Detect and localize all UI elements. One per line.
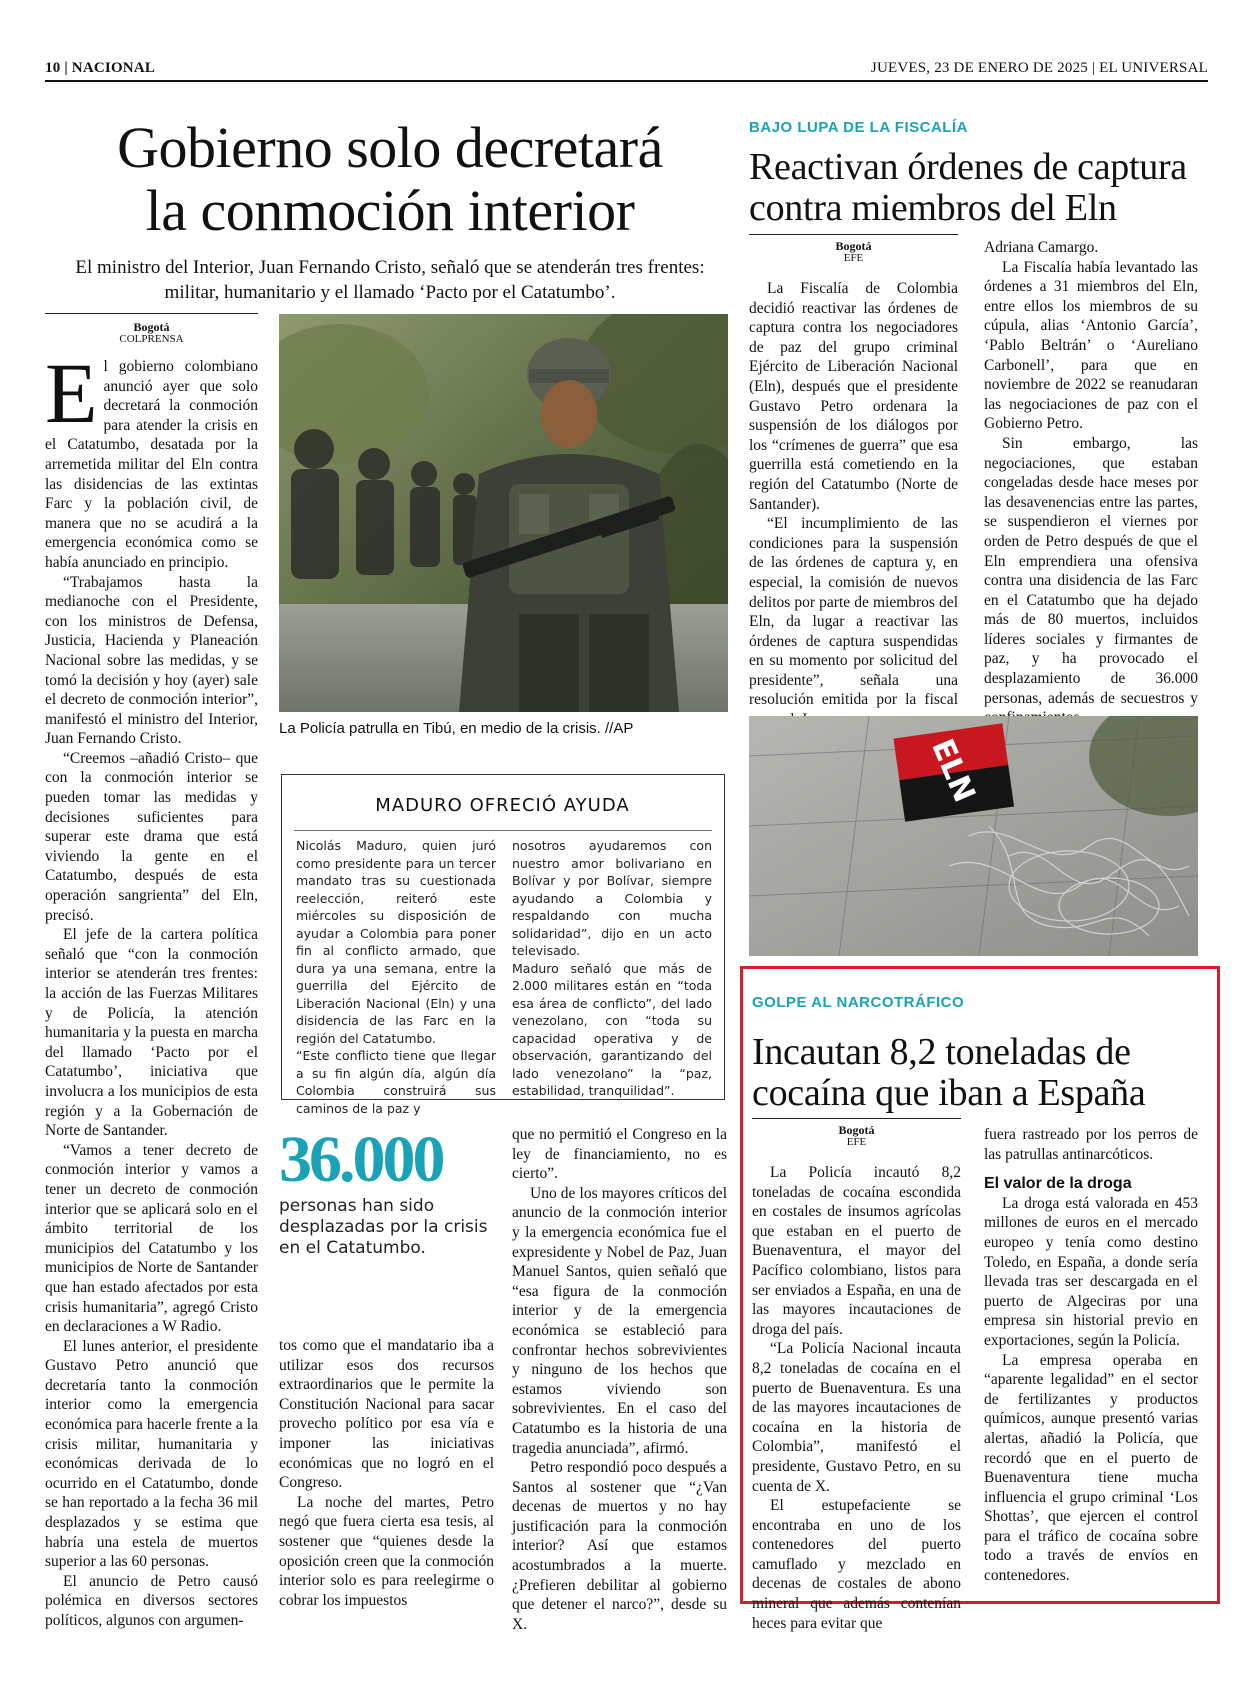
date-and-paper: JUEVES, 23 DE ENERO DE 2025 | EL UNIVERSAL: [870, 60, 1208, 76]
main-deck: El ministro del Interior, Juan Fernando Cristo, señaló que se atenderán tres frentes: militar, humanitario y el llamado ‘Pacto por el Catatumbo’.: [75, 257, 705, 303]
cocaine-headline: [752, 1032, 1212, 1114]
big-number: 36.000: [279, 1123, 443, 1196]
eln-byline-rule: [749, 234, 958, 235]
eln-paragraph: “El incumplimiento de las condiciones para la suspensión de las órdenes de captura y, en especial, la comisión de nuevos delitos por parte de miembros del Eln, da lugar a reactivar las órdenes de captura suspendidas en su momento por solicitud del presidente”, señala una resolución emitida por la fiscal: [749, 515, 958, 709]
eln-paragraph: La Fiscalía de Colombia decidió reactivar las órdenes de captura contra los negociadores de paz del grupo criminal Ejército de Liberación Nacional (Eln), después que el presidente Gustavo Petro ordenara la suspensión de los diálogos por los “crímenes de guerra” que esa guerrilla está cometiendo en la región del Catatumbo (Norte de Santander).: [749, 280, 958, 513]
eln-paragraph: Sin embargo, las negociaciones, que estaban congeladas desde hace meses por las desavenencias entre las partes, se suspendieron el viernes por orden de Petro después de que el Eln emprendiera una ofensiva contra una disidencia de las Farc en el Catatumbo que ha dejado más de 80 muertos, incluidos líderes sociales y firmantes de paz, y ha provocado el desplazamiento de 36.000 personas, además de secuestros y: [984, 434, 1198, 707]
main-story-column-3: [512, 1125, 727, 1634]
main-headline: [45, 116, 735, 242]
sidebar-paragraph: Maduro señaló que más de 2.000 militares están en “toda esa área de conflicto”, del lado venezolano, con “toda su capacidad operativa y de observación, garantizando del lado venezolano” la “paz, estabilidad, tranquilidad”.: [512, 960, 712, 1098]
cocaine-headline-line1: Incautan 8,2 toneladas de: [752, 1031, 1131, 1073]
main-paragraph: tos como que el mandatario iba a utilizar esos dos recursos extraordinarios que le permite la Constitución Nacional para sacar provecho político por esa vía e imponer las iniciativas económicas que no logró en el Congreso.: [279, 1337, 494, 1492]
byline-rule: [45, 313, 258, 314]
cocaine-column-1: [752, 1163, 961, 1633]
eln-paragraph: Adriana Camargo.: [984, 239, 1099, 256]
main-byline: [45, 321, 258, 345]
main-paragraph: El lunes anterior, el presidente Gustavo Petro anunció que decretaría tanto la conmoción interior como la emergencia económica para hacerle frente a la crisis militar, humanitaria y económicas derivada de lo ocurrido en el Catatumbo, donde se han reportado a la fecha 36 mil desplazados y se estima que habría una estela de muertos superior a las 60 personas.: [45, 1337, 258, 1571]
photo-caption: La Policía patrulla en Tibú, en medio de la crisis. //AP: [279, 720, 634, 737]
main-paragraph: “Trabajamos hasta la medianoche con el Presidente, con los ministros de Defensa, Justicia, Hacienda y Planeación Nacional sobre las medidas, y se tomó la decisión y hoy (ayer) sale el decreto de conmoción interior”, manifestó el ministro del Interior, Juan Fernando Cristo.: [45, 573, 258, 748]
cocaine-headline-line2: cocaína que iban a España: [752, 1072, 1146, 1114]
main-paragraph: El anuncio de Petro causó polémica en diversos sectores políticos, algunos con argumen-: [45, 1572, 258, 1629]
police-patrol-photo: [279, 314, 728, 712]
page-section-label: 10 | NACIONAL: [45, 60, 156, 76]
maduro-sidebar-box: [281, 774, 725, 1116]
police-patrol-image: [279, 314, 728, 712]
main-story-column-2: [279, 1336, 494, 1610]
main-paragraph: Uno de los mayores críticos del anuncio de la conmoción interior y la emergencia económica fue el expresidente y Nobel de Paz, Juan Manuel Santos, quien señaló que “esa figura de la conmoción interior y de la emergencia económica se estableció para confrontar hechos sobrevivientes y ninguno de los hechos que estamos viviendo son sobrevivientes. En el caso del Catatumbo es la historia de una tragedia anunciada”, afirmó.: [512, 1184, 727, 1457]
cocaine-paragraph: La droga está valorada en 453 millones de euros en el mercado europeo y tenía como destino Toledo, en España, a donde sería llevada tras ser descargada en el puerto de Algeciras por una empresa sin historial previo en exportaciones, según la Policía.: [984, 1194, 1198, 1349]
eln-headline: [749, 147, 1209, 229]
main-byline-city: Bogotá: [133, 320, 170, 334]
cocaine-byline-rule: [752, 1118, 961, 1119]
sidebar-paragraph: Nicolás Maduro, quien juró como presidente para un tercer mandato tras su cuestionada reelección, reiteró este miércoles su disposición de ayudar a Colombia para poner fin al conflicto armado, que dura ya una semana, entre la guerrilla del Ejército de Liberación Nacional (Eln) y una disidencia de las Farc en la región del Catatumbo.: [296, 838, 496, 1046]
cocaine-paragraph: fuera rastreado por los perros de las patrullas antinarcóticos.: [984, 1126, 1198, 1163]
eln-byline: [749, 240, 958, 264]
cocaine-paragraph: “La Policía Nacional incauta 8,2 toneladas de cocaína en el puerto de Buenaventura. Es una de las mayores incautaciones de cocaína en la historia de Colombia”, manifestó el presidente, Gustavo Petro, en su cuenta de X.: [752, 1340, 961, 1495]
eln-column-2: [984, 238, 1198, 728]
cocaine-paragraph: La Policía incautó 8,2 toneladas de cocaína escondida en costales de insumos agrícolas que estaban en el puerto de Buenaventura, el mayor del Pacífico colombiano, listos para ser enviados a España, en una de las mayores incautaciones de droga del país.: [752, 1164, 961, 1338]
header-rule: [45, 80, 1208, 82]
eln-column-1: [749, 279, 958, 730]
cocaine-paragraph: El estupefaciente se encontraba en uno de los contenedores del puerto camuflado y mezclado en decenas de costales de abono mineral que además contenían heces para evitar que: [752, 1497, 961, 1632]
drop-cap: E: [45, 345, 98, 441]
eln-headline-line2: contra miembros del Eln: [749, 187, 1117, 229]
cocaine-kicker: GOLPE AL NARCOTRÁFICO: [752, 994, 965, 1011]
cocaine-paragraph: La empresa operaba en “aparente legalidad” en el sector de fertilizantes y productos químicos, aunque presentó varias alertas, añadió la Policía, que recordó que en el puerto de Buenaventura tiene mucha influencia el grupo criminal ‘Los Shottas’, que ejercen el control para el tráfico de cocaína sobre todo a través de envíos en contenedores.: [984, 1351, 1198, 1585]
sidebar-column-2: [512, 837, 712, 1100]
sidebar-paragraph: “Este conflicto tiene que llegar a su fin algún día, algún día Colombia construirá sus caminos de la paz y: [296, 1048, 496, 1116]
main-headline-line2: la conmoción interior: [145, 178, 635, 243]
sidebar-title: MADURO OFRECIÓ AYUDA: [375, 795, 630, 816]
cocaine-column-2: [984, 1125, 1198, 1586]
main-paragraph: La noche del martes, Petro negó que fuera cierta esa tesis, al sostener que “quienes desde la oposición creen que la conmoción interior solo es para reelegirme o cobrar los impuestos: [279, 1493, 494, 1609]
main-paragraph: “Creemos –añadió Cristo– que con la conmoción interior se pueden tomar las medidas y decisiones suficientes para superar este drama que está viviendo la gente en el Catatumbo, después de esta operación sangrienta” del Eln, precisó.: [45, 749, 258, 924]
main-headline-line1: Gobierno solo decretará: [117, 115, 663, 180]
eln-headline-line1: Reactivan órdenes de captura: [749, 146, 1187, 188]
main-byline-agency: COLPRENSA: [119, 333, 184, 345]
main-paragraph: “Vamos a tener decreto de conmoción interior y vamos a tener un decreto de conmoción interior que se aplicará solo en el ámbito territorial de los municipios del Catatumbo y los municipios de Norte de Santander que han estado afectados por esta crisis humanitaria”, agregó Cristo en declaraciones a W Radio.: [45, 1141, 258, 1336]
eln-flag-photo: [749, 716, 1198, 956]
main-paragraph: Petro respondió poco después a Santos al sostener que “¿Van decenas de muertos y no hay justificación para la conmoción interior? Así que estamos acostumbrados a la muerte. ¿Prefieren debilitar al gobierno que detener el narco?”, desde su X.: [512, 1459, 727, 1633]
sidebar-column-1: [296, 837, 496, 1117]
eln-paragraph: La Fiscalía había levantado las órdenes a 31 miembros del Eln, entre ellos los miembros de su cúpula, alias ‘Antonio García’, ‘Pablo Beltrán’ o ‘Aureliano Carbonell’, para que en noviembre de 2022 se reanudaran las negociaciones de paz con el Gobierno Petro.: [984, 258, 1198, 433]
main-story-column-1: [45, 345, 258, 1631]
sidebar-paragraph: nosotros ayudaremos con nuestro amor bolivariano en Bolívar y por Bolívar, siempre ayudando a Colombia y respaldando con mucha solidaridad”, dijo en un acto televisado.: [512, 838, 712, 958]
big-number-caption: personas han sido desplazadas por la crisis en el Catatumbo.: [279, 1196, 488, 1258]
sidebar-rule: [294, 830, 712, 831]
eln-flag-image: [749, 716, 1198, 956]
cocaine-subhead: El valor de la droga: [984, 1175, 1132, 1193]
cocaine-byline: [752, 1124, 961, 1148]
main-paragraph: El jefe de la cartera política señaló que “con la conmoción interior se atenderán tres frentes: la acción de las Fuerzas Militares y de Policía, la atención humanitaria y la puesta en marcha del llamado ‘Pacto por el Catatumbo’, iniciativa que involucra a los municipios de esta región y a la Gobernación de Norte de Santander.: [45, 926, 258, 1140]
main-paragraph: l gobierno colombiano anunció ayer que solo decretará la conmoción para atender la crisis en el Catatumbo, desatada por la arremetida militar del Eln contra las disidencias de las extintas Farc y la población civil, de manera que no se acudirá a la emergencia económica como se había anunciado en principio.: [45, 358, 258, 571]
eln-byline-city: Bogotá: [835, 239, 872, 253]
eln-kicker: BAJO LUPA DE LA FISCALÍA: [749, 119, 968, 136]
cocaine-byline-city: Bogotá: [838, 1123, 875, 1137]
flag-text: ELN: [924, 734, 982, 808]
main-paragraph: que no permitió el Congreso en la ley de financiamiento, no es cierto”.: [512, 1126, 727, 1183]
cocaine-byline-agency: EFE: [846, 1136, 867, 1148]
eln-byline-agency: EFE: [843, 252, 864, 264]
